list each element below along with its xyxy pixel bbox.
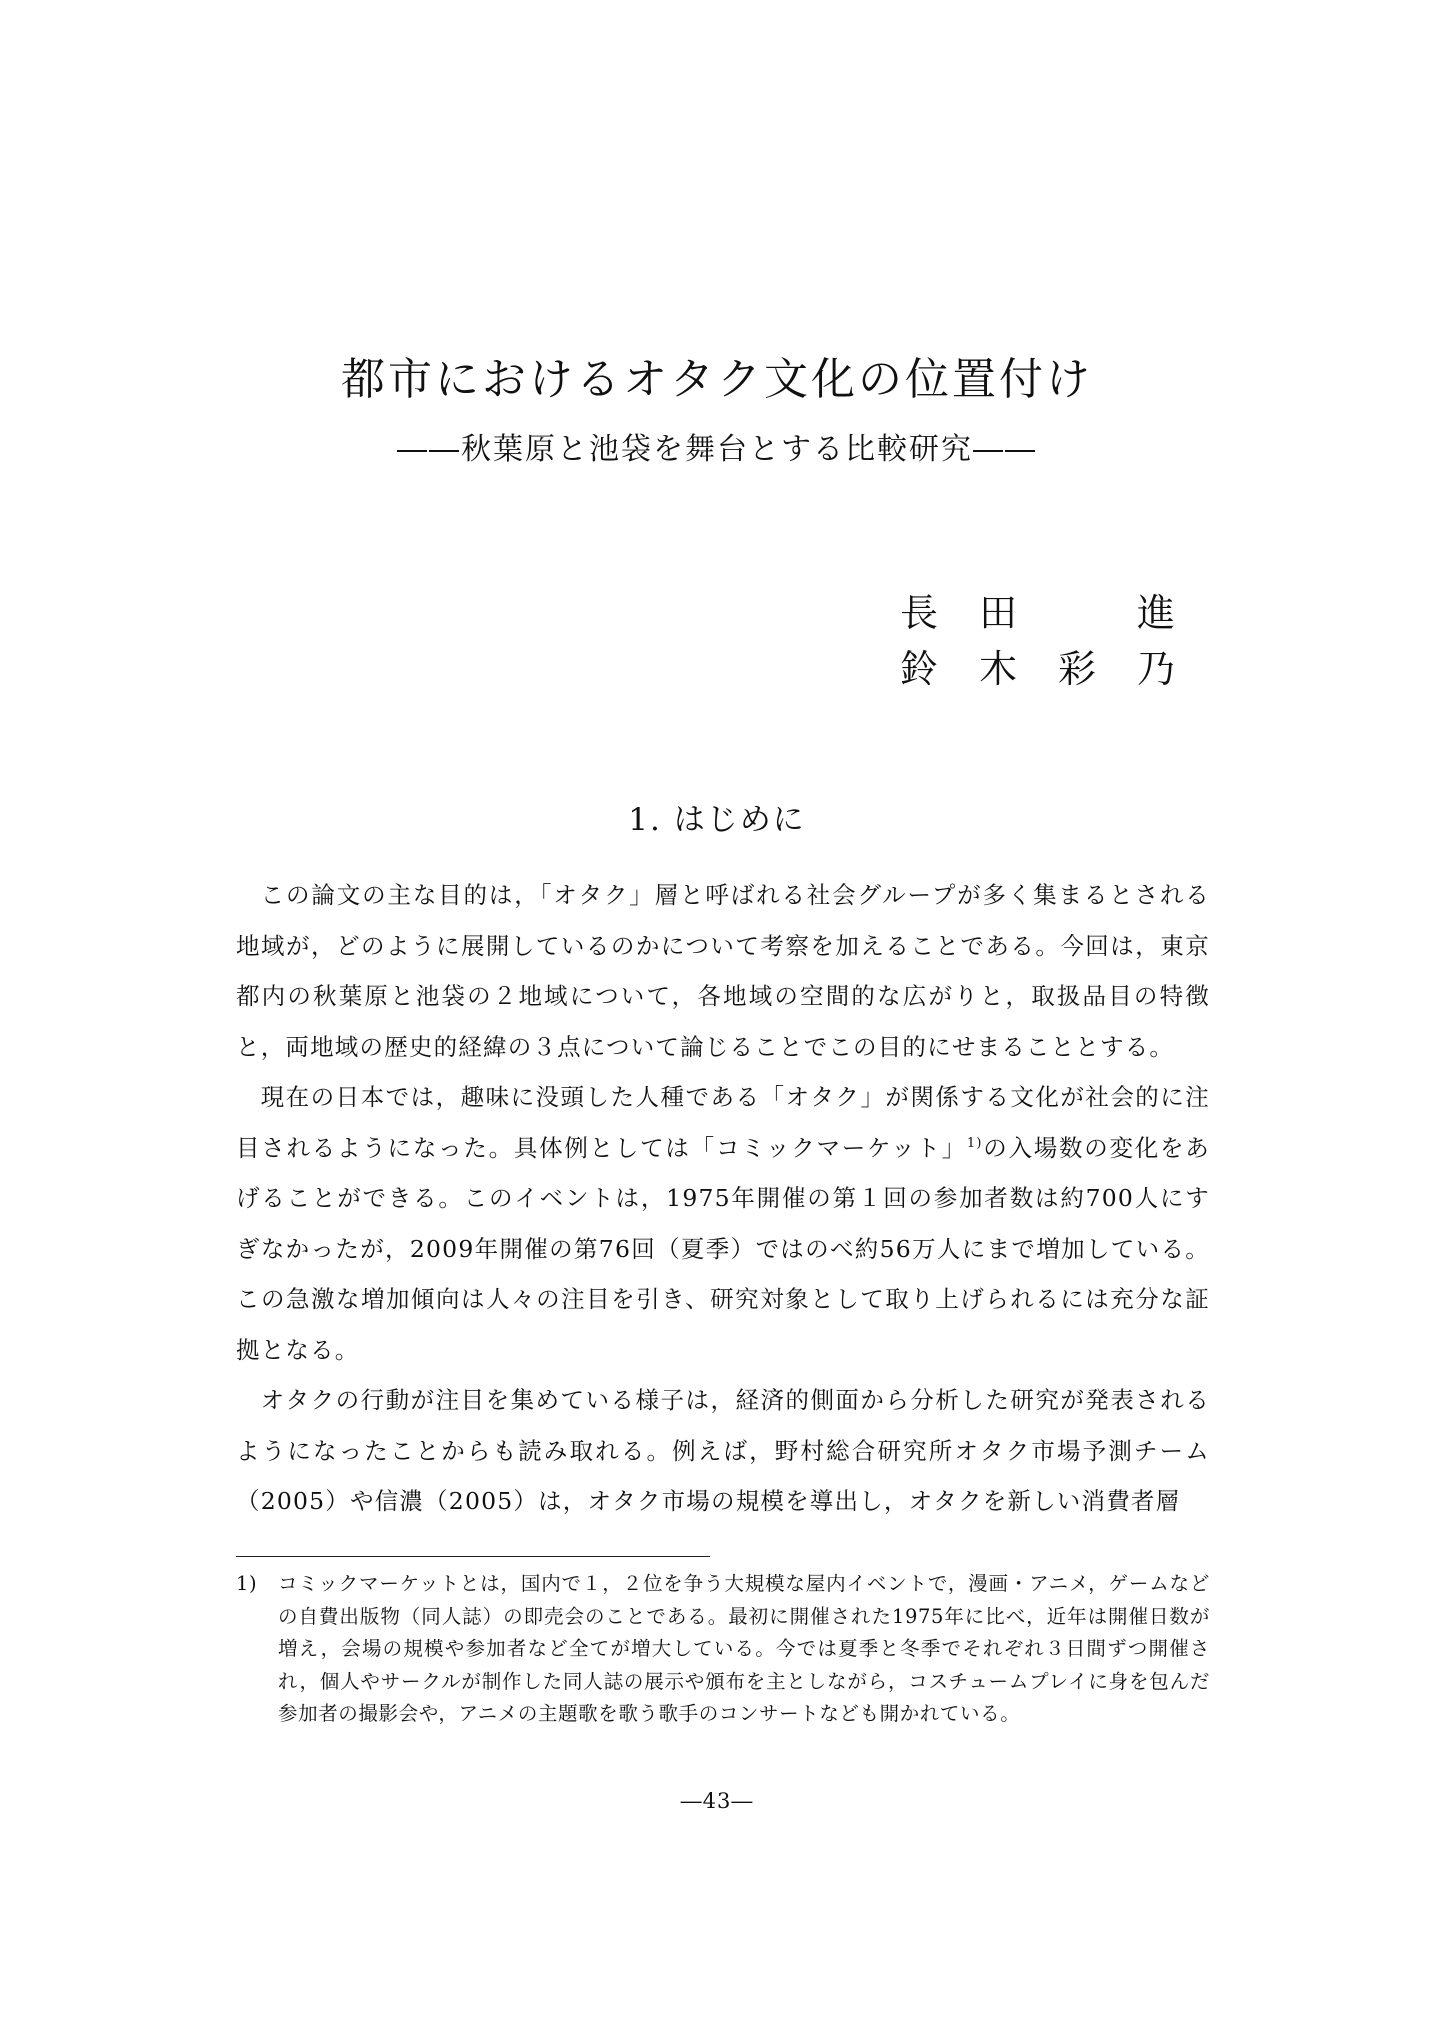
footnote-1 xyxy=(236,1568,1210,1731)
author-2 xyxy=(895,641,1180,697)
author-1-char-1: 長 xyxy=(899,591,938,635)
author-2-char-1: 鈴 xyxy=(899,647,938,691)
author-list xyxy=(895,585,1180,697)
body-text xyxy=(236,870,1210,1527)
author-2-char-4: 乃 xyxy=(1136,647,1175,691)
paper-title: 都市におけるオタク文化の位置付け xyxy=(341,354,1093,405)
author-1-char-2: 田 xyxy=(978,591,1017,635)
paragraph-2-part-1: 現在の日本では，趣味に没頭した人種である「オタク」が関係する文化が社会的に注目されるようになった。具体例としては「コミックマーケット」 xyxy=(236,1083,1210,1162)
footnote-reference[interactable]: 1) xyxy=(966,1135,983,1151)
author-1 xyxy=(895,585,1180,641)
author-1-char-4: 進 xyxy=(1136,591,1175,635)
paragraph-2 xyxy=(236,1072,1210,1375)
author-2-char-3: 彩 xyxy=(1057,647,1096,691)
page-number: ―43― xyxy=(680,1789,754,1813)
author-2-char-2: 木 xyxy=(978,647,1017,691)
paragraph-1: この論文の主な目的は，「オタク」層と呼ばれる社会グループが多く集まるとされる地域が，どのように展開しているのかについて考察を加えることである。今回は，東京都内の秋葉原と池袋の２地域について，各地域の空間的な広がりと，取扱品目の特徴と，両地域の歴史的経緯の３点について論じることでこの目的にせまることとする。 xyxy=(236,881,1210,1061)
paragraph-3: オタクの行動が注目を集めている様子は，経済的側面から分析した研究が発表されるようになったことからも読み取れる。例えば，野村総合研究所オタク市場予測チーム（2005）や信濃（2005）は，オタク市場の規模を導出し，オタクを新しい消費者層 xyxy=(236,1386,1210,1515)
footnote-text: コミックマーケットとは，国内で１，２位を争う大規模な屋内イベントで，漫画・アニメ，ゲームなどの自費出版物（同人誌）の即売会のことである。最初に開催された1975年に比べ，近年は開催日数が増え，会場の規模や参加者など全てが増大している。今では夏季と冬季でそれぞれ３日間ずつ開催され，個人やサークルが制作した同人誌の展示や頒布を主としながら，コスチュームプレイに身を包んだ参加者の撮影会や，アニメの主題歌を歌う歌手のコンサートなども開かれている。 xyxy=(278,1572,1210,1725)
paper-subtitle: ――秋葉原と池袋を舞台とする比較研究―― xyxy=(397,432,1037,467)
section-heading: 1. はじめに xyxy=(628,802,806,838)
paragraph-2-part-2: の入場数の変化をあげることができる。このイベントは，1975年開催の第１回の参加者数は約700人にすぎなかったが，2009年開催の第76回（夏季）ではのべ約56万人にまで増加している。この急激な増加傾向は人々の注目を引き、研究対象として取り上げられるには充分な証拠となる。 xyxy=(236,1133,1210,1364)
footnote-divider xyxy=(236,1556,710,1557)
footnote-marker: 1) xyxy=(236,1572,258,1595)
author-1-char-3 xyxy=(1053,585,1101,641)
